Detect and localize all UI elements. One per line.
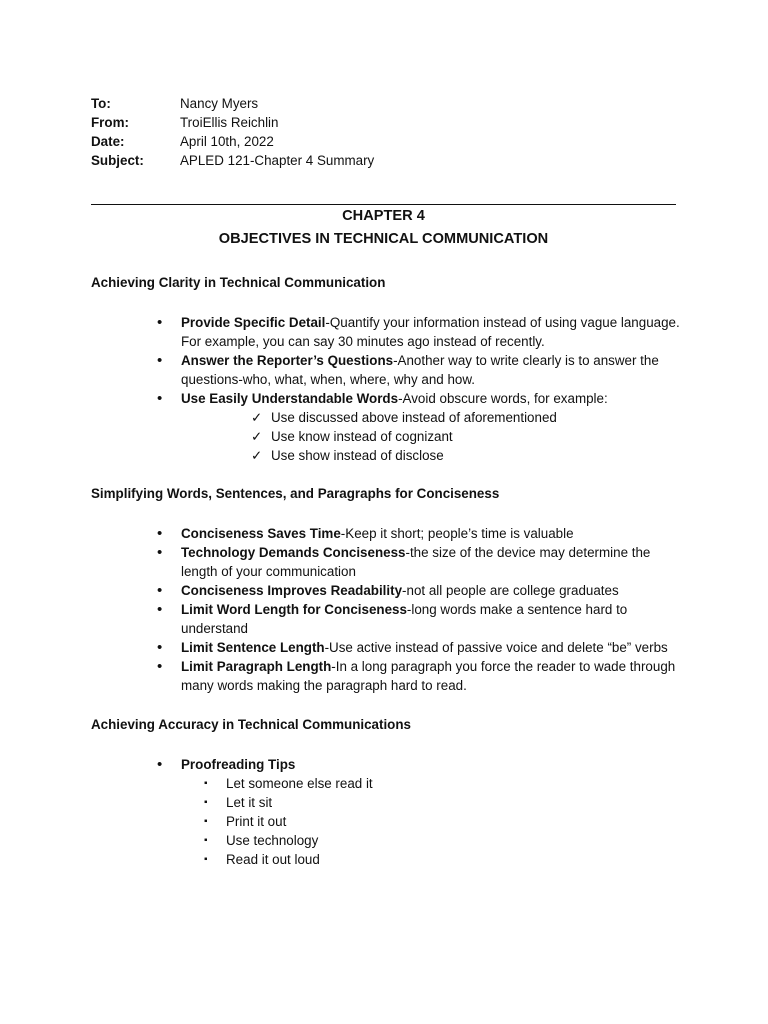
item-term: Limit Word Length for Conciseness [181, 602, 407, 617]
memo-subject-row [91, 151, 374, 170]
item-term: Answer the Reporter’s Questions [181, 353, 394, 368]
item-term: Technology Demands Conciseness [181, 545, 406, 560]
tip-text: Print it out [226, 814, 287, 829]
list-item [91, 638, 681, 657]
item-text: -not all people are college graduates [402, 583, 619, 598]
list-item [91, 581, 681, 600]
chapter-title: OBJECTIVES IN TECHNICAL COMMUNICATION [218, 231, 549, 247]
list-item [91, 389, 681, 408]
tip-text: Read it out loud [226, 852, 320, 867]
bullet-icon: • [157, 390, 163, 407]
check-item-text: Use know instead of cognizant [271, 429, 453, 444]
section-heading-accuracy: Achieving Accuracy in Technical Communications [91, 717, 411, 732]
tip-text: Use technology [226, 833, 319, 848]
item-text: -In a long paragraph you force the reader to wade through many words making the paragraph hard to read. [181, 659, 676, 693]
memo-to-label: To: [91, 96, 111, 111]
check-item-text: Use discussed above instead of aforementioned [271, 410, 557, 425]
item-text: -Quantify your information instead of using vague language. For example, you can say 30 minutes ago instead of recently. [181, 315, 680, 349]
square-bullet-icon: ▪ [204, 835, 208, 846]
list-item [91, 755, 681, 774]
memo-from-row [91, 113, 374, 132]
item-text: -Use active instead of passive voice and delete “be” verbs [324, 640, 668, 655]
item-term: Conciseness Improves Readability [181, 583, 403, 598]
clarity-list [91, 313, 681, 465]
bullet-icon: • [157, 314, 163, 331]
memo-subject-value: APLED 121-Chapter 4 Summary [180, 153, 375, 168]
check-item [91, 427, 681, 446]
tip-text: Let it sit [226, 795, 273, 810]
bullet-icon: • [157, 639, 163, 656]
bullet-icon: • [157, 756, 163, 773]
list-item [91, 524, 681, 543]
memo-header [91, 94, 374, 170]
checkmark-icon: ✓ [251, 410, 263, 425]
item-term: Conciseness Saves Time [181, 526, 341, 541]
tip-item [91, 793, 681, 812]
bullet-icon: • [157, 544, 163, 561]
item-text: -Keep it short; people’s time is valuable [340, 526, 574, 541]
header-divider [91, 204, 676, 205]
bullet-icon: • [157, 658, 163, 675]
list-item [91, 313, 681, 351]
checkmark-icon: ✓ [251, 429, 263, 444]
memo-to-value: Nancy Myers [180, 96, 259, 111]
item-text: -the size of the device may determine the length of your communication [181, 545, 651, 579]
tip-item [91, 850, 681, 869]
accuracy-list [91, 755, 681, 869]
item-text: -Avoid obscure words, for example: [398, 391, 608, 406]
item-term: Provide Specific Detail [181, 315, 326, 330]
check-item [91, 446, 681, 465]
tip-text: Let someone else read it [226, 776, 373, 791]
memo-date-value: April 10th, 2022 [180, 134, 274, 149]
memo-subject-label: Subject: [91, 153, 144, 168]
item-term: Use Easily Understandable Words [181, 391, 399, 406]
item-text: -Another way to write clearly is to answer the questions-who, what, when, where, why and how. [181, 353, 659, 387]
memo-from-label: From: [91, 115, 129, 130]
list-item [91, 657, 681, 695]
square-bullet-icon: ▪ [204, 816, 208, 827]
section-heading-clarity: Achieving Clarity in Technical Communication [91, 275, 386, 290]
memo-to-row [91, 94, 374, 113]
check-item [91, 408, 681, 427]
item-term: Limit Paragraph Length [181, 659, 332, 674]
checkmark-icon: ✓ [251, 448, 263, 463]
item-term: Limit Sentence Length [181, 640, 325, 655]
square-bullet-icon: ▪ [204, 797, 208, 808]
tip-item [91, 774, 681, 793]
bullet-icon: • [157, 582, 163, 599]
list-item [91, 600, 681, 638]
tip-item [91, 831, 681, 850]
tip-item [91, 812, 681, 831]
item-text: -long words make a sentence hard to understand [181, 602, 628, 636]
bullet-icon: • [157, 525, 163, 542]
list-item [91, 351, 681, 389]
square-bullet-icon: ▪ [204, 778, 208, 789]
memo-date-label: Date: [91, 134, 125, 149]
bullet-icon: • [157, 601, 163, 618]
memo-date-row [91, 132, 374, 151]
chapter-number: CHAPTER 4 [342, 208, 425, 224]
square-bullet-icon: ▪ [204, 854, 208, 865]
check-item-text: Use show instead of disclose [271, 448, 444, 463]
section-heading-conciseness: Simplifying Words, Sentences, and Paragraphs for Conciseness [91, 486, 500, 501]
bullet-icon: • [157, 352, 163, 369]
item-term: Proofreading Tips [181, 757, 296, 772]
conciseness-list [91, 524, 681, 695]
list-item [91, 543, 681, 581]
memo-from-value: TroiEllis Reichlin [180, 115, 279, 130]
